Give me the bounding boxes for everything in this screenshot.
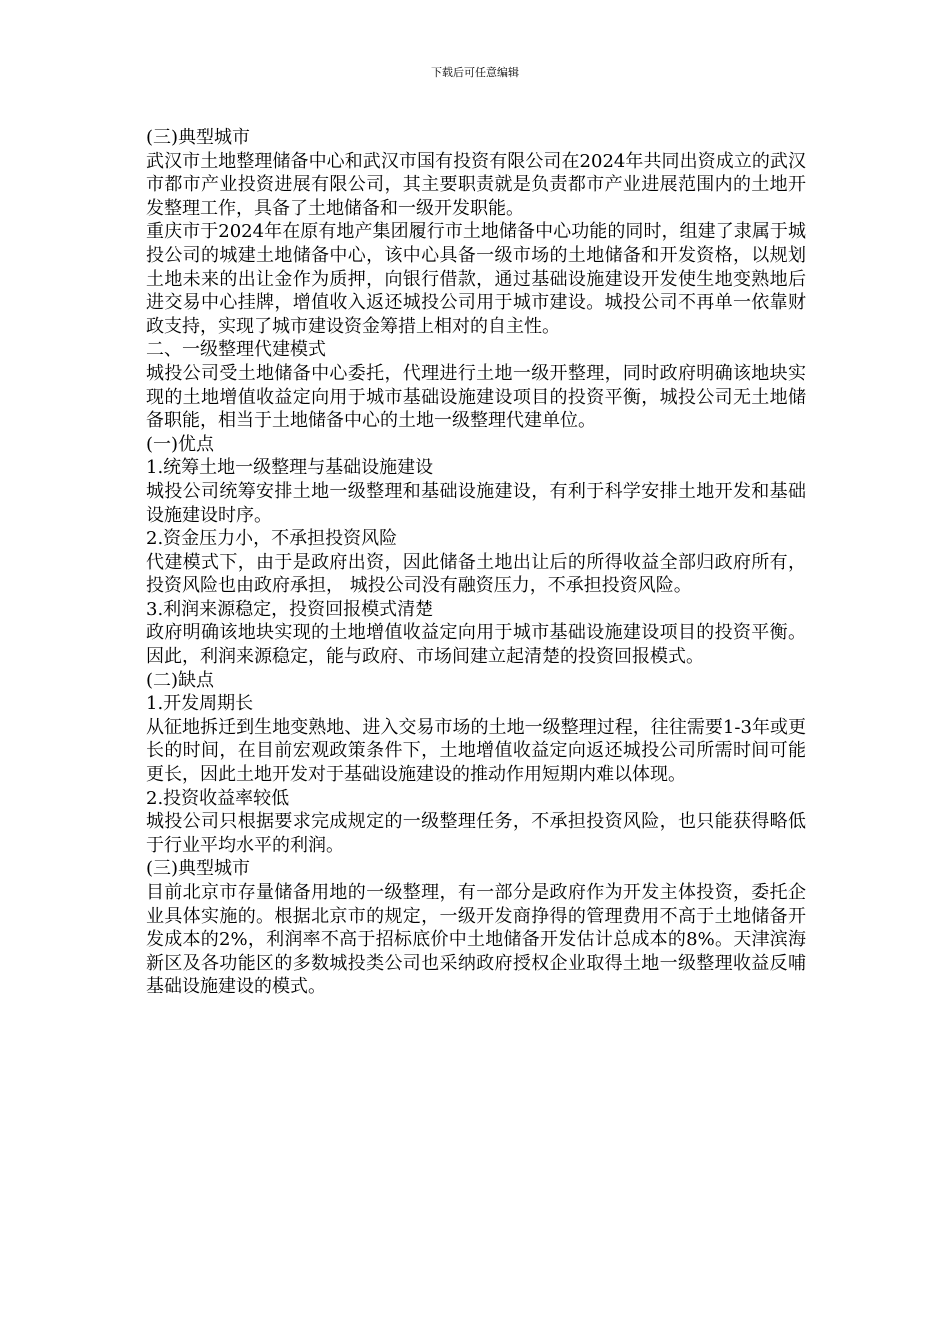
- subsection-heading: 1.开发周期长: [146, 693, 254, 715]
- document-body: [146, 126, 806, 999]
- subsection-heading: 2.投资收益率较低: [146, 787, 290, 809]
- paragraph: 城投公司受土地储备中心委托，代理进行土地一级开整理，同时政府明确该地块实现的土地增值收益定向用于城市基础设施建设项目的投资平衡，城投公司无土地储备职能，相当于土地储备中心的土地一级整理代建单位。: [146, 362, 806, 432]
- paragraph: 从征地拆迁到生地变熟地、进入交易市场的土地一级整理过程，往往需要1-3年或更长的时间，在目前宏观政策条件下，土地增值收益定向返还城投公司所需时间可能更长，因此土地开发对于基础设施建设的推动作用短期内难以体现。: [146, 716, 806, 786]
- section-heading: (二)缺点: [146, 669, 215, 691]
- subsection-heading: 2.资金压力小，不承担投资风险: [146, 528, 398, 550]
- subsection-heading: 3.利润来源稳定，投资回报模式清楚: [146, 598, 434, 620]
- subsection-heading: 1.统筹土地一级整理与基础设施建设: [146, 457, 434, 479]
- paragraph: 政府明确该地块实现的土地增值收益定向用于城市基础设施建设项目的投资平衡。因此，利润来源稳定，能与政府、市场间建立起清楚的投资回报模式。: [146, 622, 806, 668]
- paragraph: 目前北京市存量储备用地的一级整理，有一部分是政府作为开发主体投资，委托企业具体实施的。根据北京市的规定，一级开发商挣得的管理费用不高于土地储备开发成本的2%，利润率不高于招标底价中土地储备开发估计总成本的8%。天津滨海新区及各功能区的多数城投类公司也采纳政府授权企业取得土地一级整理收益反哺基础设施建设的模式。: [146, 882, 806, 998]
- paragraph: 重庆市于2024年在原有地产集团履行市土地储备中心功能的同时，组建了隶属于城投公司的城建土地储备中心，该中心具备一级市场的土地储备和开发资格，以规划土地未来的出让金作为质押，向银行借款，通过基础设施建设开发使生地变熟地后进交易中心挂牌，增值收入返还城投公司用于城市建设。城投公司不再单一依靠财政支持，实现了城市建设资金筹措上相对的自主性。: [146, 221, 806, 337]
- paragraph: 城投公司只根据要求完成规定的一级整理任务，不承担投资风险，也只能获得略低于行业平均水平的利润。: [146, 811, 806, 856]
- paragraph: 城投公司统筹安排土地一级整理和基础设施建设，有利于科学安排土地开发和基础设施建设时序。: [146, 480, 806, 526]
- page-header: 下载后可任意编辑: [431, 66, 519, 79]
- paragraph: 代建模式下，由于是政府出资，因此储备土地出让后的所得收益全部归政府所有，投资风险也由政府承担， 城投公司没有融资压力，不承担投资风险。: [146, 551, 806, 597]
- section-heading: (一)优点: [146, 433, 215, 455]
- section-heading: (三)典型城市: [146, 127, 251, 148]
- paragraph: 武汉市土地整理储备中心和武汉市国有投资有限公司在2024年共同出资成立的武汉市都市产业投资进展有限公司，其主要职责就是负责都市产业进展范围内的土地开发整理工作，具备了土地储备和一级开发职能。: [146, 150, 806, 219]
- section-heading: 二、一级整理代建模式: [146, 339, 326, 361]
- section-heading: (三)典型城市: [146, 858, 251, 880]
